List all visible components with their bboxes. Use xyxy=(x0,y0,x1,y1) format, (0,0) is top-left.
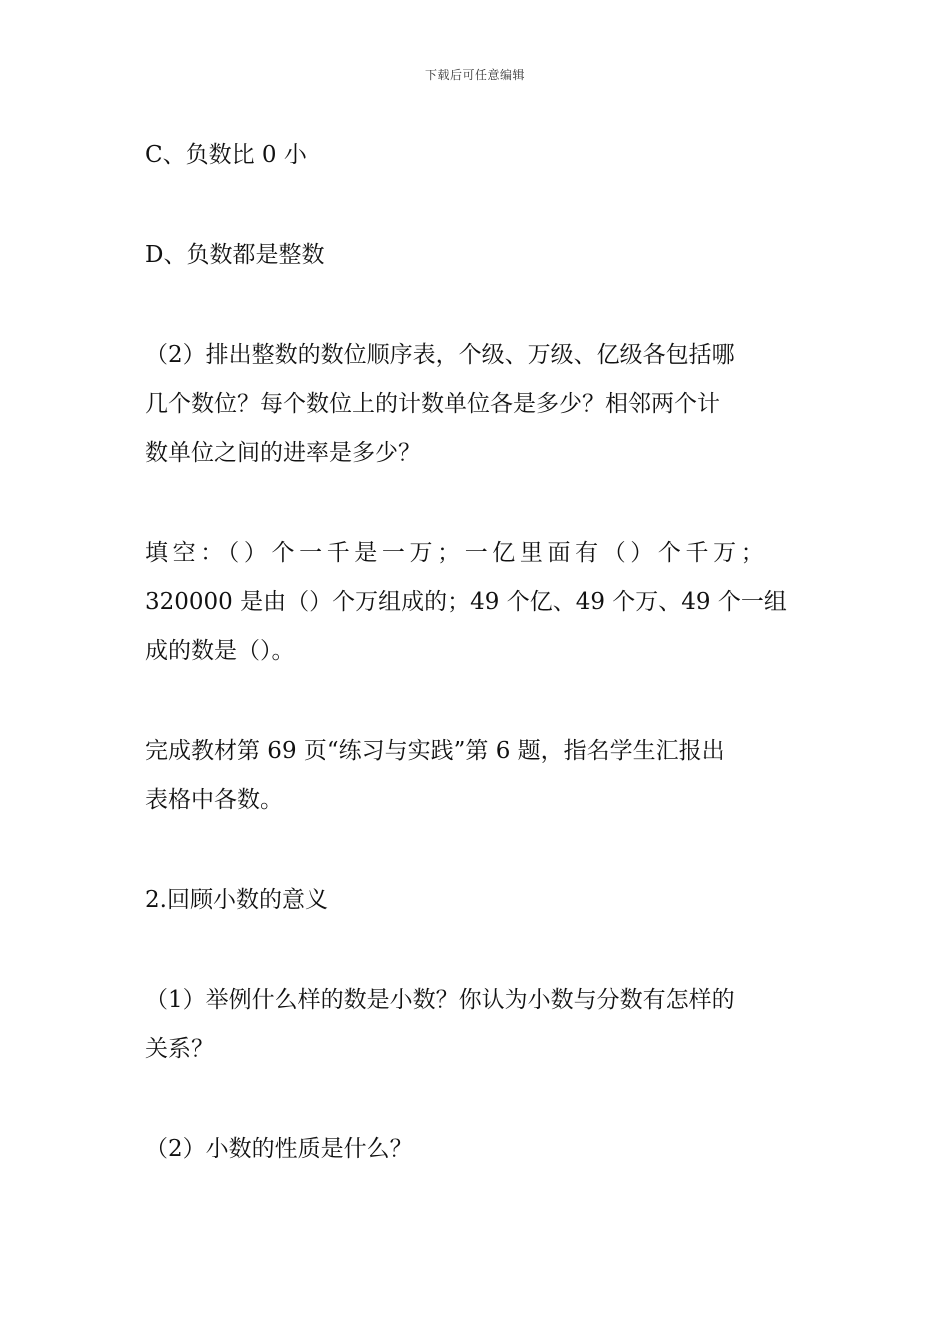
paragraph-option-c xyxy=(145,131,810,180)
paragraph-fill-in xyxy=(145,529,810,676)
text-line: （2）小数的性质是什么？ xyxy=(145,1136,413,1162)
document-body xyxy=(145,131,810,1225)
paragraph-textbook-exercise xyxy=(145,727,810,825)
text-line: C、负数比 0 小 xyxy=(145,142,307,168)
text-line: 2.回顾小数的意义 xyxy=(145,887,328,913)
text-line: 关系？ xyxy=(145,1036,214,1062)
text-line: （2）排出整数的数位顺序表，个级、万级、亿级各包括哪 xyxy=(145,342,735,368)
page-header: 下载后可任意编辑 xyxy=(424,68,525,82)
text-line: 320000 是由（）个万组成的；49 个亿、49 个万、49 个一组 xyxy=(145,589,787,615)
paragraph-question-2-decimals xyxy=(145,1125,810,1174)
section-heading-decimals xyxy=(145,876,810,925)
text-line: 表格中各数。 xyxy=(145,787,283,813)
text-line: 几个数位？每个数位上的计数单位各是多少？相邻两个计 xyxy=(145,391,720,417)
paragraph-question-1-decimals xyxy=(145,976,810,1074)
text-line: 填空：（）个一千是一万；一亿里面有（）个千万； xyxy=(145,540,769,566)
paragraph-option-d xyxy=(145,231,810,280)
text-line: 数单位之间的进率是多少？ xyxy=(145,440,421,466)
paragraph-question-2 xyxy=(145,331,810,478)
text-line: 完成教材第 69 页“练习与实践”第 6 题，指名学生汇报出 xyxy=(145,738,725,764)
text-line: D、负数都是整数 xyxy=(145,242,325,268)
text-line: 成的数是（）。 xyxy=(145,638,295,664)
text-line: （1）举例什么样的数是小数？你认为小数与分数有怎样的 xyxy=(145,987,735,1013)
